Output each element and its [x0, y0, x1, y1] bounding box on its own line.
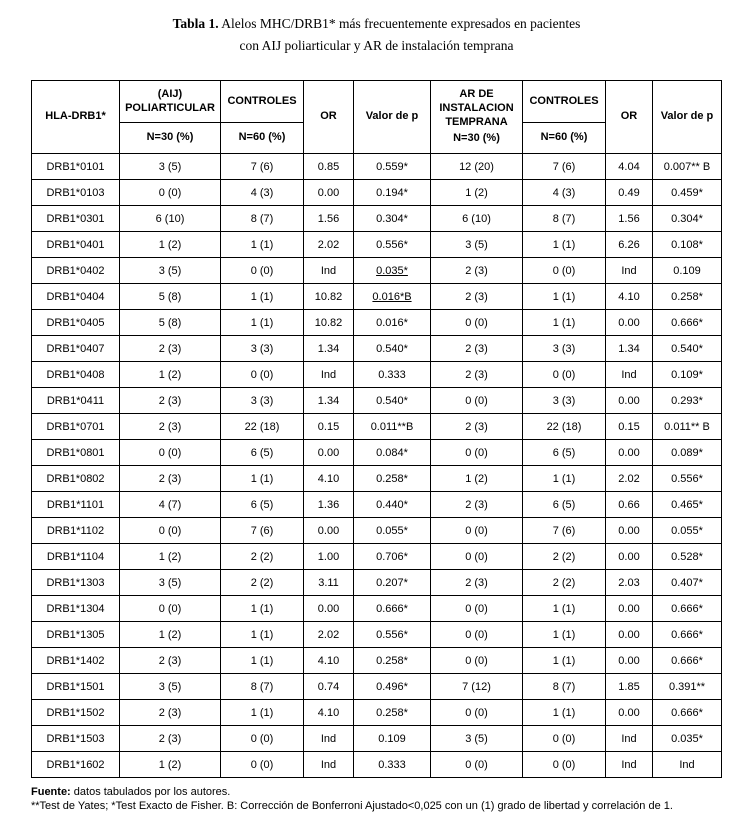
table-row	[32, 284, 722, 310]
or1-cell: 4.10	[304, 700, 354, 726]
p-value2-cell: 0.666*	[653, 622, 722, 648]
allele-cell: DRB1*1602	[32, 752, 120, 778]
controles2-n-cell: 8 (7)	[523, 674, 606, 700]
aij-n-cell: 2 (3)	[120, 700, 221, 726]
or2-cell: 0.00	[606, 310, 653, 336]
aij-n-cell: 2 (3)	[120, 388, 221, 414]
col-header-valor-p-2: Valor de p	[653, 81, 722, 154]
ar-n-cell: 6 (10)	[431, 206, 523, 232]
controles2-n-cell: 1 (1)	[523, 284, 606, 310]
aij-n-cell: 0 (0)	[120, 440, 221, 466]
controles1-n-cell: 7 (6)	[221, 518, 304, 544]
table-row	[32, 648, 722, 674]
ar-header-label: AR DE INSTALACION TEMPRANA	[439, 88, 514, 128]
or1-cell: 0.15	[304, 414, 354, 440]
p-value1-cell: 0.496*	[354, 674, 431, 700]
aij-n-cell: 5 (8)	[120, 284, 221, 310]
allele-cell: DRB1*1502	[32, 700, 120, 726]
controles2-n-cell: 0 (0)	[523, 258, 606, 284]
allele-cell: DRB1*1101	[32, 492, 120, 518]
allele-cell: DRB1*1303	[32, 570, 120, 596]
table-row	[32, 310, 722, 336]
ar-n-cell: 0 (0)	[431, 544, 523, 570]
p-value2-cell: 0.540*	[653, 336, 722, 362]
p-value1-cell: 0.016*B	[354, 284, 431, 310]
p-value1-cell: 0.258*	[354, 466, 431, 492]
table-row	[32, 180, 722, 206]
p-value1-cell: 0.540*	[354, 336, 431, 362]
table-row	[32, 596, 722, 622]
allele-cell: DRB1*1305	[32, 622, 120, 648]
or1-cell: 0.85	[304, 154, 354, 180]
p-value2-cell: 0.666*	[653, 310, 722, 336]
p-value1-cell: 0.055*	[354, 518, 431, 544]
col-header-valor-p-1: Valor de p	[354, 81, 431, 154]
allele-cell: DRB1*1104	[32, 544, 120, 570]
p-value1-cell: 0.440*	[354, 492, 431, 518]
p-value2-cell: Ind	[653, 752, 722, 778]
source-label: Fuente:	[31, 786, 71, 799]
ar-n-cell: 1 (2)	[431, 180, 523, 206]
ar-n-cell: 2 (3)	[431, 414, 523, 440]
p-value2-cell: 0.304*	[653, 206, 722, 232]
p-value2-cell: 0.109	[653, 258, 722, 284]
p-value2-cell: 0.666*	[653, 648, 722, 674]
or2-cell: 0.00	[606, 544, 653, 570]
controles1-n-cell: 0 (0)	[221, 726, 304, 752]
p-value2-cell: 0.528*	[653, 544, 722, 570]
allele-cell: DRB1*0701	[32, 414, 120, 440]
or1-cell: Ind	[304, 362, 354, 388]
or2-cell: 0.00	[606, 518, 653, 544]
or2-cell: 2.02	[606, 466, 653, 492]
table-row	[32, 466, 722, 492]
controles1-n-cell: 1 (1)	[221, 622, 304, 648]
source-text: datos tabulados por los autores.	[70, 786, 231, 799]
or1-cell: 1.34	[304, 388, 354, 414]
table-header	[32, 81, 722, 154]
ar-n-cell: 3 (5)	[431, 726, 523, 752]
controles2-n-cell: 6 (5)	[523, 440, 606, 466]
p-value1-cell: 0.540*	[354, 388, 431, 414]
controles1-n-cell: 22 (18)	[221, 414, 304, 440]
controles1-n-cell: 3 (3)	[221, 388, 304, 414]
or1-cell: 0.00	[304, 180, 354, 206]
controles2-n-cell: 2 (2)	[523, 544, 606, 570]
p-value2-cell: 0.109*	[653, 362, 722, 388]
col-header-ar-instalacion-temprana	[431, 81, 523, 154]
p-value1-cell: 0.258*	[354, 700, 431, 726]
allele-cell: DRB1*0301	[32, 206, 120, 232]
p-value2-cell: 0.258*	[653, 284, 722, 310]
allele-cell: DRB1*0801	[32, 440, 120, 466]
or1-cell: Ind	[304, 726, 354, 752]
aij-n-cell: 1 (2)	[120, 622, 221, 648]
col-subheader-n60-controles-2: N=60 (%)	[523, 123, 606, 154]
col-subheader-n30-aij: N=30 (%)	[120, 123, 221, 154]
ar-n-cell: 2 (3)	[431, 362, 523, 388]
p-value2-cell: 0.391**	[653, 674, 722, 700]
footnote: **Test de Yates; *Test Exacto de Fisher. B: Corrección de Bonferroni Ajustado<0,025 con un (1) grado de libertad y correlación de 1.	[31, 800, 673, 813]
or2-cell: 4.10	[606, 284, 653, 310]
aij-n-cell: 2 (3)	[120, 414, 221, 440]
allele-cell: DRB1*0407	[32, 336, 120, 362]
allele-cell: DRB1*0402	[32, 258, 120, 284]
controles2-n-cell: 0 (0)	[523, 726, 606, 752]
title-text: Alelos MHC/DRB1* más frecuentemente expresados en pacientes	[218, 16, 581, 31]
p-value1-cell: 0.556*	[354, 232, 431, 258]
p-value2-cell: 0.666*	[653, 700, 722, 726]
or2-cell: 0.66	[606, 492, 653, 518]
table-title	[31, 13, 722, 56]
ar-n-cell: 12 (20)	[431, 154, 523, 180]
p-value1-cell: 0.559*	[354, 154, 431, 180]
allele-cell: DRB1*0408	[32, 362, 120, 388]
allele-cell: DRB1*0802	[32, 466, 120, 492]
p-value2-cell: 0.459*	[653, 180, 722, 206]
controles2-n-cell: 1 (1)	[523, 648, 606, 674]
p-value2-cell: 0.407*	[653, 570, 722, 596]
aij-n-cell: 3 (5)	[120, 674, 221, 700]
col-header-controles-2: CONTROLES	[523, 81, 606, 123]
controles1-n-cell: 1 (1)	[221, 466, 304, 492]
ar-header-n30: N=30 (%)	[453, 132, 500, 145]
controles1-n-cell: 7 (6)	[221, 154, 304, 180]
or1-cell: 4.10	[304, 648, 354, 674]
controles1-n-cell: 1 (1)	[221, 648, 304, 674]
allele-cell: DRB1*0401	[32, 232, 120, 258]
p-value1-cell: 0.666*	[354, 596, 431, 622]
or2-cell: 6.26	[606, 232, 653, 258]
header-row-top	[32, 81, 722, 123]
title-line-1	[31, 13, 722, 35]
ar-n-cell: 0 (0)	[431, 518, 523, 544]
or1-cell: 0.74	[304, 674, 354, 700]
controles2-n-cell: 22 (18)	[523, 414, 606, 440]
controles1-n-cell: 0 (0)	[221, 258, 304, 284]
p-value2-cell: 0.035*	[653, 726, 722, 752]
controles2-n-cell: 3 (3)	[523, 388, 606, 414]
table-row	[32, 336, 722, 362]
aij-n-cell: 2 (3)	[120, 648, 221, 674]
controles2-n-cell: 0 (0)	[523, 362, 606, 388]
or1-cell: 1.00	[304, 544, 354, 570]
controles2-n-cell: 1 (1)	[523, 596, 606, 622]
allele-cell: DRB1*1501	[32, 674, 120, 700]
or2-cell: 0.00	[606, 700, 653, 726]
source-note	[31, 785, 721, 799]
ar-n-cell: 0 (0)	[431, 596, 523, 622]
table-row	[32, 388, 722, 414]
or2-cell: 0.00	[606, 648, 653, 674]
aij-n-cell: 1 (2)	[120, 752, 221, 778]
table-body	[32, 154, 722, 778]
controles2-n-cell: 7 (6)	[523, 518, 606, 544]
controles2-n-cell: 8 (7)	[523, 206, 606, 232]
controles2-n-cell: 6 (5)	[523, 492, 606, 518]
controles1-n-cell: 3 (3)	[221, 336, 304, 362]
mhc-drb1-table	[31, 80, 722, 778]
p-value2-cell: 0.465*	[653, 492, 722, 518]
title-line-2: con AIJ poliarticular y AR de instalación temprana	[239, 37, 514, 53]
table-row	[32, 544, 722, 570]
p-value2-cell: 0.108*	[653, 232, 722, 258]
controles2-n-cell: 0 (0)	[523, 752, 606, 778]
or2-cell: 1.34	[606, 336, 653, 362]
or1-cell: 1.34	[304, 336, 354, 362]
or1-cell: 2.02	[304, 622, 354, 648]
or2-cell: 1.56	[606, 206, 653, 232]
aij-n-cell: 2 (3)	[120, 726, 221, 752]
p-value2-cell: 0.666*	[653, 596, 722, 622]
controles1-n-cell: 4 (3)	[221, 180, 304, 206]
ar-n-cell: 0 (0)	[431, 700, 523, 726]
aij-n-cell: 6 (10)	[120, 206, 221, 232]
ar-n-cell: 2 (3)	[431, 258, 523, 284]
allele-cell: DRB1*1402	[32, 648, 120, 674]
aij-n-cell: 3 (5)	[120, 258, 221, 284]
p-value1-cell: 0.556*	[354, 622, 431, 648]
controles2-n-cell: 7 (6)	[523, 154, 606, 180]
table-row	[32, 492, 722, 518]
or1-cell: 0.00	[304, 440, 354, 466]
or1-cell: 0.00	[304, 518, 354, 544]
ar-n-cell: 2 (3)	[431, 336, 523, 362]
p-value2-cell: 0.556*	[653, 466, 722, 492]
ar-n-cell: 1 (2)	[431, 466, 523, 492]
table-row	[32, 726, 722, 752]
controles2-n-cell: 1 (1)	[523, 310, 606, 336]
or1-cell: 1.56	[304, 206, 354, 232]
allele-cell: DRB1*1304	[32, 596, 120, 622]
controles2-n-cell: 4 (3)	[523, 180, 606, 206]
table-row	[32, 206, 722, 232]
p-value1-cell: 0.333	[354, 752, 431, 778]
col-header-or-1: OR	[304, 81, 354, 154]
p-value1-cell: 0.011**B	[354, 414, 431, 440]
or2-cell: 0.15	[606, 414, 653, 440]
controles1-n-cell: 2 (2)	[221, 544, 304, 570]
ar-n-cell: 0 (0)	[431, 648, 523, 674]
or2-cell: Ind	[606, 258, 653, 284]
allele-cell: DRB1*0411	[32, 388, 120, 414]
p-value1-cell: 0.304*	[354, 206, 431, 232]
controles1-n-cell: 8 (7)	[221, 674, 304, 700]
p-value1-cell: 0.706*	[354, 544, 431, 570]
p-value2-cell: 0.007** B	[653, 154, 722, 180]
controles2-n-cell: 1 (1)	[523, 622, 606, 648]
or2-cell: Ind	[606, 726, 653, 752]
p-value1-cell: 0.035*	[354, 258, 431, 284]
table-row	[32, 414, 722, 440]
or1-cell: 2.02	[304, 232, 354, 258]
allele-cell: DRB1*1102	[32, 518, 120, 544]
or2-cell: 2.03	[606, 570, 653, 596]
ar-n-cell: 0 (0)	[431, 622, 523, 648]
or1-cell: Ind	[304, 258, 354, 284]
p-value1-cell: 0.084*	[354, 440, 431, 466]
controles1-n-cell: 1 (1)	[221, 232, 304, 258]
col-header-hla-drb1: HLA-DRB1*	[32, 81, 120, 154]
p-value2-cell: 0.293*	[653, 388, 722, 414]
table-row	[32, 258, 722, 284]
p-value2-cell: 0.055*	[653, 518, 722, 544]
col-subheader-n60-controles-1: N=60 (%)	[221, 123, 304, 154]
controles1-n-cell: 6 (5)	[221, 440, 304, 466]
aij-n-cell: 1 (2)	[120, 544, 221, 570]
aij-n-cell: 1 (2)	[120, 362, 221, 388]
controles2-n-cell: 1 (1)	[523, 466, 606, 492]
or2-cell: 0.00	[606, 622, 653, 648]
controles1-n-cell: 6 (5)	[221, 492, 304, 518]
allele-cell: DRB1*0404	[32, 284, 120, 310]
title-label: Tabla 1.	[172, 16, 219, 31]
aij-n-cell: 4 (7)	[120, 492, 221, 518]
col-header-controles-1: CONTROLES	[221, 81, 304, 123]
p-value1-cell: 0.333	[354, 362, 431, 388]
controles1-n-cell: 0 (0)	[221, 752, 304, 778]
controles1-n-cell: 1 (1)	[221, 596, 304, 622]
ar-n-cell: 3 (5)	[431, 232, 523, 258]
controles1-n-cell: 1 (1)	[221, 310, 304, 336]
ar-n-cell: 2 (3)	[431, 284, 523, 310]
ar-n-cell: 2 (3)	[431, 492, 523, 518]
table-row	[32, 440, 722, 466]
controles1-n-cell: 1 (1)	[221, 284, 304, 310]
aij-n-cell: 0 (0)	[120, 518, 221, 544]
table-row	[32, 622, 722, 648]
aij-n-cell: 3 (5)	[120, 154, 221, 180]
p-value2-cell: 0.011** B	[653, 414, 722, 440]
or2-cell: Ind	[606, 752, 653, 778]
p-value1-cell: 0.194*	[354, 180, 431, 206]
table-row	[32, 362, 722, 388]
controles1-n-cell: 0 (0)	[221, 362, 304, 388]
or2-cell: Ind	[606, 362, 653, 388]
ar-n-cell: 0 (0)	[431, 440, 523, 466]
or1-cell: Ind	[304, 752, 354, 778]
p-value1-cell: 0.207*	[354, 570, 431, 596]
or2-cell: 1.85	[606, 674, 653, 700]
allele-cell: DRB1*0405	[32, 310, 120, 336]
allele-cell: DRB1*0103	[32, 180, 120, 206]
ar-n-cell: 7 (12)	[431, 674, 523, 700]
allele-cell: DRB1*1503	[32, 726, 120, 752]
controles1-n-cell: 1 (1)	[221, 700, 304, 726]
allele-cell: DRB1*0101	[32, 154, 120, 180]
table-row	[32, 752, 722, 778]
or1-cell: 3.11	[304, 570, 354, 596]
or2-cell: 0.00	[606, 440, 653, 466]
controles2-n-cell: 3 (3)	[523, 336, 606, 362]
aij-n-cell: 0 (0)	[120, 596, 221, 622]
ar-n-cell: 0 (0)	[431, 310, 523, 336]
aij-n-cell: 5 (8)	[120, 310, 221, 336]
controles2-n-cell: 1 (1)	[523, 700, 606, 726]
col-header-aij-poliarticular: (AIJ) POLIARTICULAR	[120, 81, 221, 123]
table-row	[32, 232, 722, 258]
table-row	[32, 518, 722, 544]
aij-n-cell: 1 (2)	[120, 232, 221, 258]
col-header-or-2: OR	[606, 81, 653, 154]
table-row	[32, 700, 722, 726]
or2-cell: 4.04	[606, 154, 653, 180]
p-value1-cell: 0.258*	[354, 648, 431, 674]
controles1-n-cell: 2 (2)	[221, 570, 304, 596]
controles2-n-cell: 2 (2)	[523, 570, 606, 596]
or1-cell: 0.00	[304, 596, 354, 622]
or1-cell: 4.10	[304, 466, 354, 492]
table-footer	[31, 785, 721, 814]
or2-cell: 0.00	[606, 596, 653, 622]
ar-n-cell: 2 (3)	[431, 570, 523, 596]
ar-n-cell: 0 (0)	[431, 752, 523, 778]
aij-n-cell: 0 (0)	[120, 180, 221, 206]
ar-n-cell: 0 (0)	[431, 388, 523, 414]
controles1-n-cell: 8 (7)	[221, 206, 304, 232]
table-row	[32, 570, 722, 596]
p-value1-cell: 0.016*	[354, 310, 431, 336]
or1-cell: 10.82	[304, 310, 354, 336]
aij-n-cell: 2 (3)	[120, 466, 221, 492]
or2-cell: 0.00	[606, 388, 653, 414]
p-value2-cell: 0.089*	[653, 440, 722, 466]
or1-cell: 10.82	[304, 284, 354, 310]
aij-n-cell: 3 (5)	[120, 570, 221, 596]
table-row	[32, 154, 722, 180]
or2-cell: 0.49	[606, 180, 653, 206]
controles2-n-cell: 1 (1)	[523, 232, 606, 258]
aij-n-cell: 2 (3)	[120, 336, 221, 362]
or1-cell: 1.36	[304, 492, 354, 518]
table-row	[32, 674, 722, 700]
p-value1-cell: 0.109	[354, 726, 431, 752]
